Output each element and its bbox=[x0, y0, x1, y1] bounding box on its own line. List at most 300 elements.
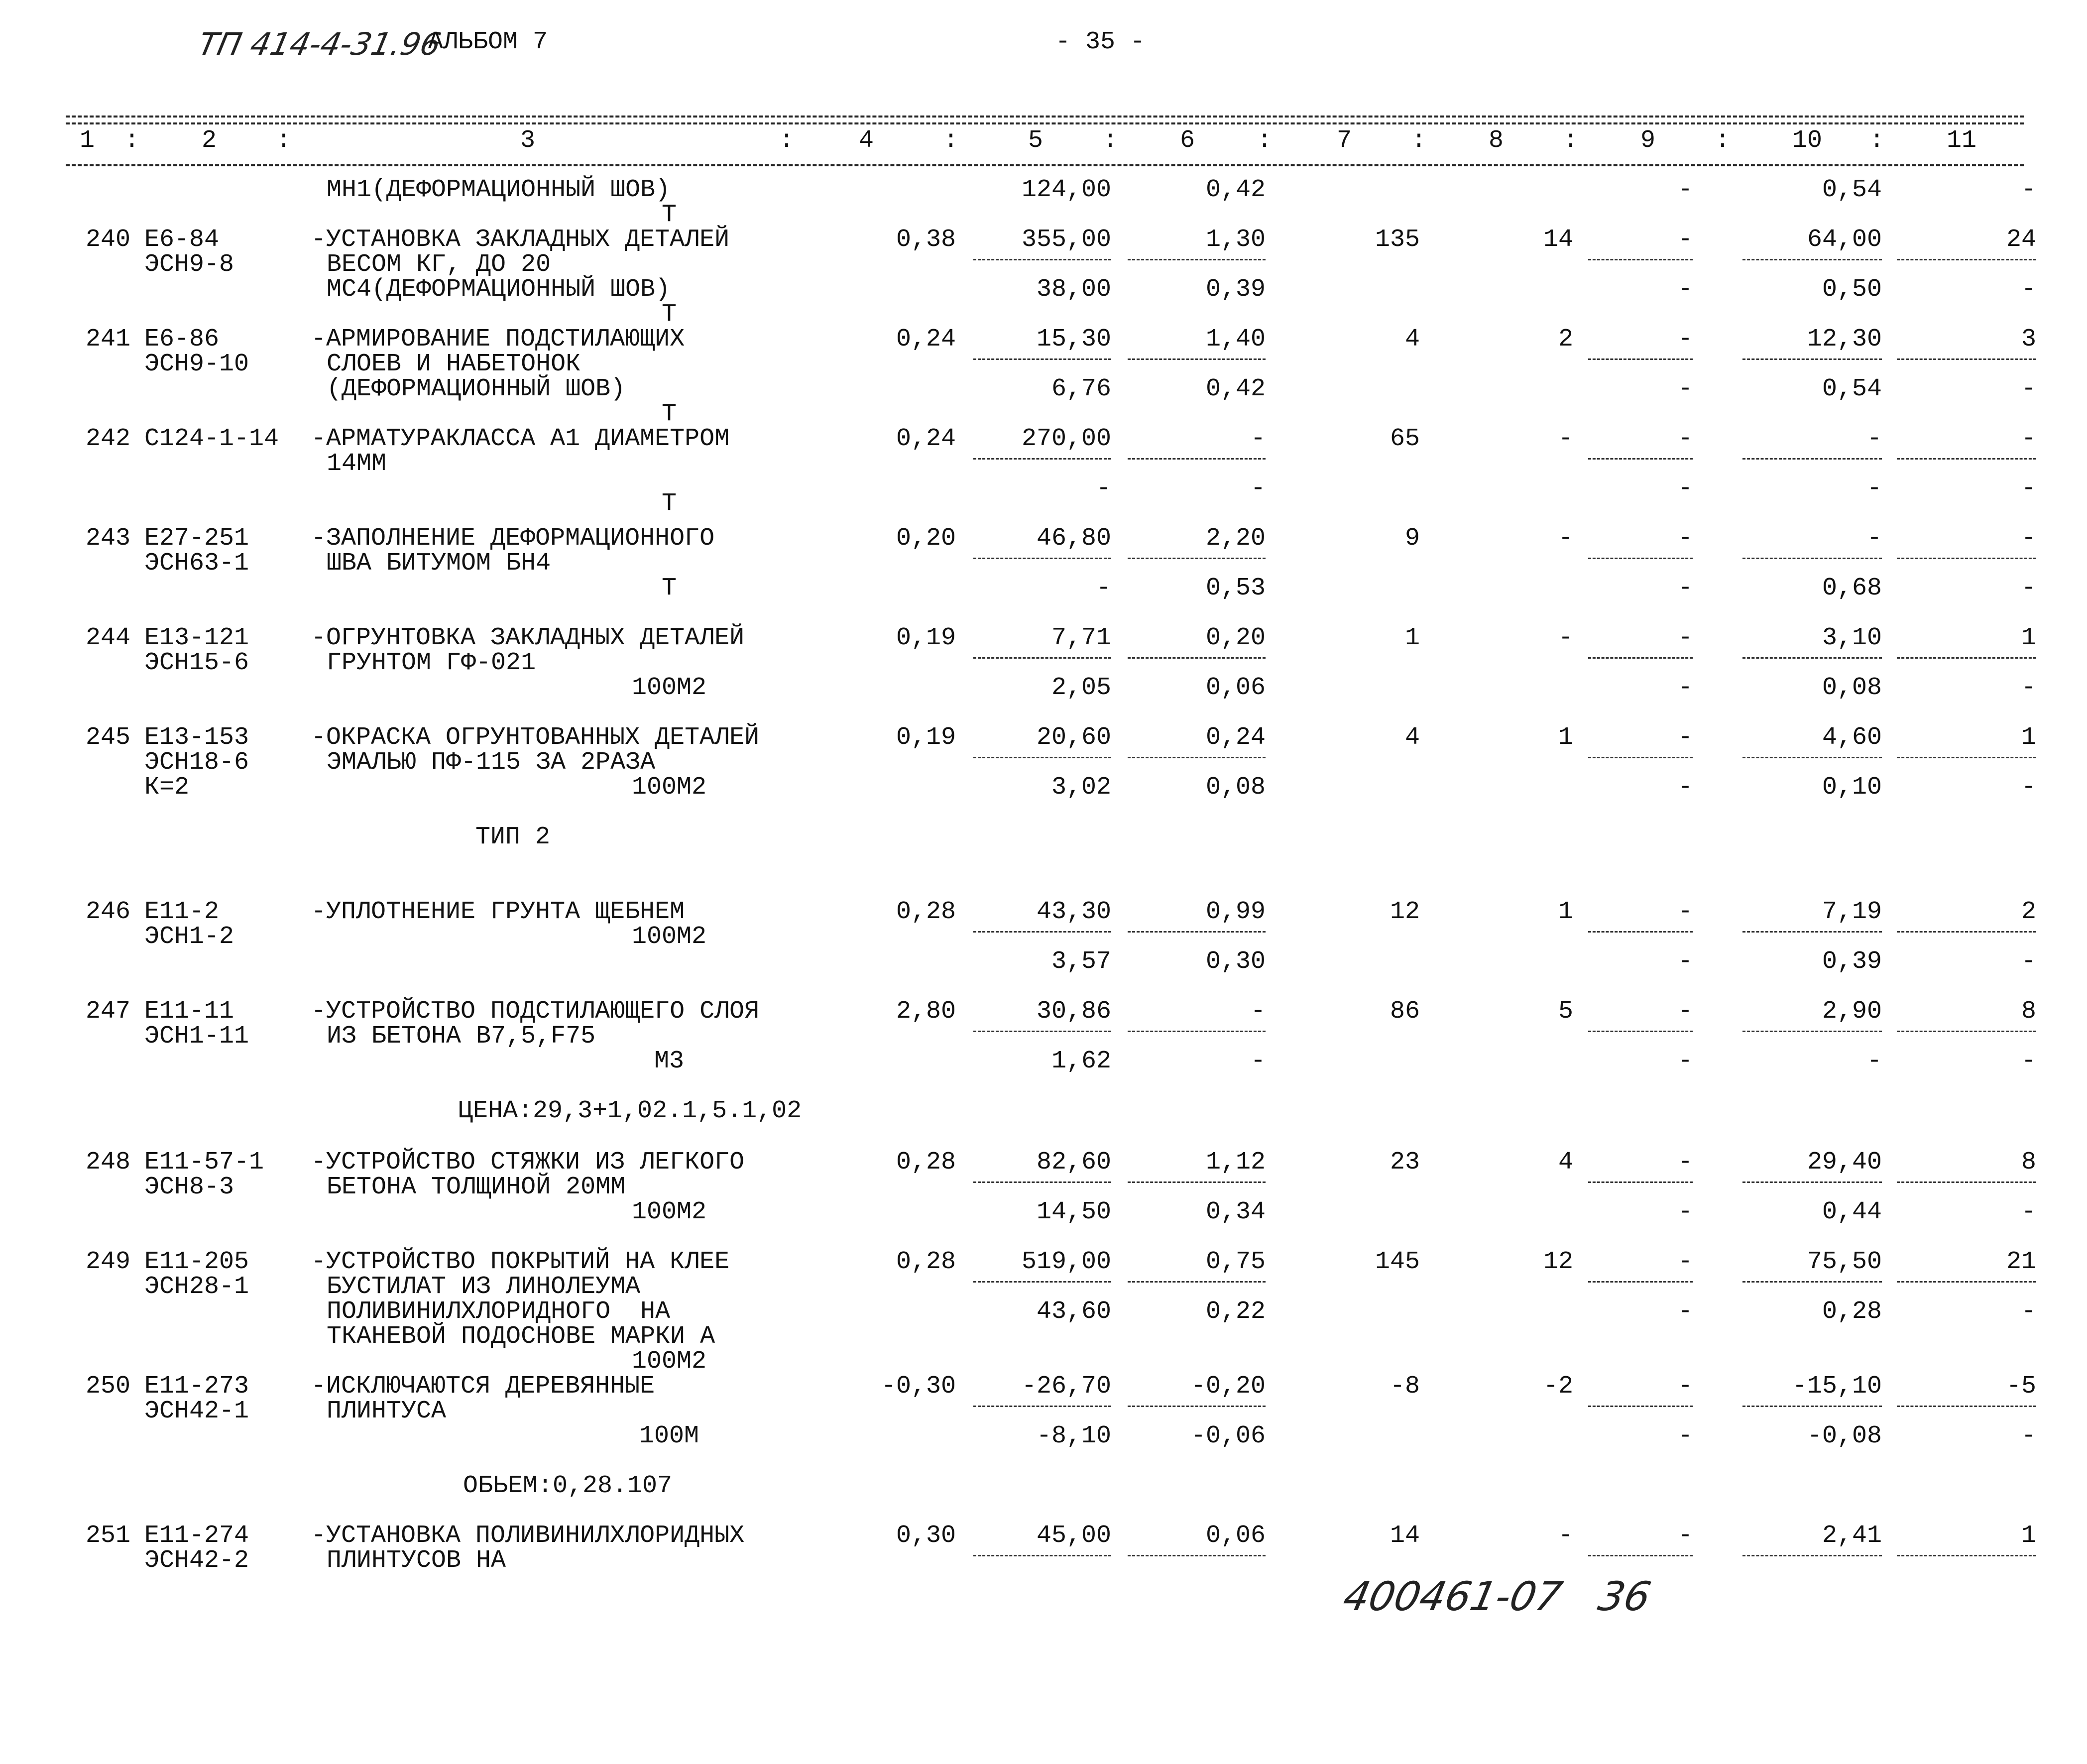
row-subrule bbox=[1128, 657, 1266, 659]
row-col4: 0,20 bbox=[896, 524, 956, 553]
row-description: -ОГРУНТОВКА ЗАКЛАДНЫХ ДЕТАЛЕЙ bbox=[311, 624, 745, 652]
row-c11-bottom: - bbox=[2021, 947, 2036, 976]
row-code: ЭСН18-6 bbox=[144, 748, 249, 777]
row-subrule bbox=[973, 657, 1111, 659]
column-header-10: 10 bbox=[1792, 126, 1822, 155]
row-description: ЭМАЛЬЮ ПФ-115 ЗА 2РАЗА bbox=[327, 748, 656, 777]
row-description: МС4(ДЕФОРМАЦИОННЫЙ ШОВ) bbox=[327, 275, 671, 304]
row-c10-top: 4,60 bbox=[1822, 723, 1882, 752]
row-c9-top: - bbox=[1677, 1372, 1693, 1401]
row-code: Е13-121 bbox=[144, 624, 249, 652]
row-c11-bottom: - bbox=[2021, 176, 2036, 204]
row-c9-top: - bbox=[1677, 624, 1693, 652]
row-description: ИЗ БЕТОНА В7,5,F75 bbox=[327, 1022, 596, 1051]
row-c11-top: 1 bbox=[2021, 624, 2036, 652]
column-separator: : bbox=[1563, 126, 1578, 155]
row-c10-top: 2,41 bbox=[1822, 1522, 1882, 1550]
row-c11-bottom: - bbox=[2021, 574, 2036, 602]
row-col8: - bbox=[1558, 1522, 1573, 1550]
row-code: ЭСН15-6 bbox=[144, 649, 249, 677]
row-col4: 2,80 bbox=[896, 997, 956, 1026]
row-c11-bottom: - bbox=[2021, 773, 2036, 802]
row-c5-top: 30,86 bbox=[1036, 997, 1111, 1026]
row-description: -УСТАНОВКА ПОЛИВИНИЛХЛОРИДНЫХ bbox=[311, 1522, 745, 1550]
column-header-6: 6 bbox=[1179, 126, 1195, 155]
row-subrule bbox=[1897, 657, 2036, 659]
column-header-3: 3 bbox=[520, 126, 535, 155]
row-code: Е13-153 bbox=[144, 723, 249, 752]
row-subrule bbox=[973, 1406, 1111, 1407]
row-subrule bbox=[1128, 757, 1266, 758]
row-subrule bbox=[1742, 657, 1882, 659]
row-c9-top: - bbox=[1677, 898, 1693, 926]
column-header-11: 11 bbox=[1946, 126, 1976, 155]
row-c9-bottom: - bbox=[1677, 176, 1693, 204]
row-unit: М3 bbox=[654, 1047, 684, 1075]
row-subrule bbox=[1588, 1406, 1693, 1407]
row-subrule bbox=[1128, 931, 1266, 933]
row-c6-bottom: 0,30 bbox=[1205, 947, 1266, 976]
row-col8: - bbox=[1558, 524, 1573, 553]
row-number: 251 bbox=[85, 1522, 130, 1550]
row-c9-bottom: - bbox=[1677, 1047, 1693, 1075]
row-description: -ИСКЛЮЧАЮТСЯ ДЕРЕВЯННЫЕ bbox=[311, 1372, 655, 1401]
row-c5-top: 43,30 bbox=[1036, 898, 1111, 926]
row-c6-top: - bbox=[1250, 997, 1266, 1026]
row-c9-bottom: - bbox=[1677, 574, 1693, 602]
row-subrule bbox=[1128, 1281, 1266, 1283]
row-code: ЭСН9-10 bbox=[144, 350, 249, 378]
row-description: ПЛИНТУСА bbox=[327, 1397, 447, 1425]
row-col8: 1 bbox=[1558, 898, 1573, 926]
row-code: Е11-205 bbox=[144, 1248, 249, 1276]
row-c10-bottom: 0,28 bbox=[1822, 1297, 1882, 1326]
note-volume: ОБЬЕМ:0,28.107 bbox=[463, 1472, 673, 1500]
row-c6-top: - bbox=[1250, 425, 1266, 453]
row-col4: 0,38 bbox=[896, 226, 956, 254]
row-col4: 0,19 bbox=[896, 624, 956, 652]
row-subrule bbox=[1897, 358, 2036, 360]
row-subrule bbox=[973, 358, 1111, 360]
row-number: 247 bbox=[85, 997, 130, 1026]
row-c5-top: 519,00 bbox=[1021, 1248, 1111, 1276]
row-c10-top: 12,30 bbox=[1807, 325, 1882, 353]
column-header-8: 8 bbox=[1488, 126, 1504, 155]
row-c9-bottom: - bbox=[1677, 1198, 1693, 1226]
row-c9-bottom: - bbox=[1677, 1297, 1693, 1326]
row-description: -УСТРОЙСТВО ПОДСТИЛАЮЩЕГО СЛОЯ bbox=[311, 997, 760, 1026]
doc-code: ТП 414-4-31.96 bbox=[195, 26, 444, 62]
row-col8: 12 bbox=[1543, 1248, 1573, 1276]
row-c5-bottom: 3,57 bbox=[1051, 947, 1111, 976]
row-subrule bbox=[973, 259, 1111, 260]
row-c10-bottom: - bbox=[1866, 474, 1882, 503]
row-description: БЕТОНА ТОЛЩИНОЙ 20ММ bbox=[327, 1173, 626, 1201]
row-c5-top: -26,70 bbox=[1021, 1372, 1111, 1401]
row-subrule bbox=[1897, 1406, 2036, 1407]
row-c10-top: - bbox=[1866, 524, 1882, 553]
row-col8: 4 bbox=[1558, 1148, 1573, 1176]
row-subrule bbox=[1128, 1555, 1266, 1556]
row-description: СЛОЕВ И НАБЕТОНОК bbox=[327, 350, 581, 378]
row-c5-bottom: 3,02 bbox=[1051, 773, 1111, 802]
row-c11-top: 2 bbox=[2021, 898, 2036, 926]
column-separator: : bbox=[1411, 126, 1426, 155]
row-subrule bbox=[973, 458, 1111, 460]
row-c9-bottom: - bbox=[1677, 375, 1693, 403]
row-description: ГРУНТОМ ГФ-021 bbox=[327, 649, 536, 677]
row-c11-bottom: - bbox=[2021, 275, 2036, 304]
row-c5-bottom: 14,50 bbox=[1036, 1198, 1111, 1226]
row-c6-top: 2,20 bbox=[1205, 524, 1266, 553]
row-c10-top: 64,00 bbox=[1807, 226, 1882, 254]
column-separator: : bbox=[1715, 126, 1730, 155]
row-subrule bbox=[1128, 1181, 1266, 1183]
row-col7: 4 bbox=[1404, 325, 1420, 353]
row-c10-top: 29,40 bbox=[1807, 1148, 1882, 1176]
row-description: -АРМИРОВАНИЕ ПОДСТИЛАЮЩИХ bbox=[311, 325, 685, 353]
row-c11-top: 1 bbox=[2021, 723, 2036, 752]
row-c5-top: 45,00 bbox=[1036, 1522, 1111, 1550]
row-c9-bottom: - bbox=[1677, 947, 1693, 976]
row-col4: 0,24 bbox=[896, 325, 956, 353]
row-subrule bbox=[1897, 757, 2036, 758]
row-subrule bbox=[1588, 458, 1693, 460]
row-col4: 0,19 bbox=[896, 723, 956, 752]
column-header-5: 5 bbox=[1028, 126, 1043, 155]
row-c10-bottom: -0,08 bbox=[1807, 1422, 1882, 1450]
column-separator: : bbox=[943, 126, 958, 155]
row-subrule bbox=[1897, 1181, 2036, 1183]
column-header-7: 7 bbox=[1336, 126, 1352, 155]
row-c6-bottom: 0,06 bbox=[1205, 674, 1266, 702]
row-col4: -0,30 bbox=[881, 1372, 956, 1401]
row-c6-top: 0,24 bbox=[1205, 723, 1266, 752]
row-subrule bbox=[1897, 1281, 2036, 1283]
row-col8: 5 bbox=[1558, 997, 1573, 1026]
row-c10-top: 75,50 bbox=[1807, 1248, 1882, 1276]
row-subrule bbox=[1128, 558, 1266, 559]
row-unit: 100М bbox=[639, 1422, 699, 1450]
column-separator: : bbox=[1869, 126, 1884, 155]
note-type2: ТИП 2 bbox=[475, 823, 551, 851]
row-code: ЭСН9-8 bbox=[144, 250, 234, 279]
row-subrule bbox=[1588, 1555, 1693, 1556]
row-unit: 100М2 bbox=[631, 1198, 707, 1226]
row-subrule bbox=[1742, 1031, 1882, 1032]
row-c10-bottom: 0,44 bbox=[1822, 1198, 1882, 1226]
row-c9-top: - bbox=[1677, 997, 1693, 1026]
row-subrule bbox=[1742, 1281, 1882, 1283]
row-code: ЭСН42-1 bbox=[144, 1397, 249, 1425]
row-c6-top: 0,06 bbox=[1205, 1522, 1266, 1550]
row-c6-top: 0,75 bbox=[1205, 1248, 1266, 1276]
row-description: МН1(ДЕФОРМАЦИОННЫЙ ШОВ) bbox=[327, 176, 671, 204]
row-code: ЭСН1-11 bbox=[144, 1022, 249, 1051]
row-description: -УСТАНОВКА ЗАКЛАДНЫХ ДЕТАЛЕЙ bbox=[311, 226, 730, 254]
row-unit: 100М2 bbox=[631, 773, 707, 802]
row-c9-bottom: - bbox=[1677, 1422, 1693, 1450]
row-c6-bottom: 0,39 bbox=[1205, 275, 1266, 304]
row-subrule bbox=[1742, 1406, 1882, 1407]
row-subrule bbox=[973, 757, 1111, 758]
row-c11-bottom: - bbox=[2021, 375, 2036, 403]
row-code: ЭСН8-3 bbox=[144, 1173, 234, 1201]
row-subrule bbox=[1128, 1406, 1266, 1407]
row-c11-top: 21 bbox=[2006, 1248, 2036, 1276]
row-unit: Т bbox=[661, 400, 677, 428]
row-c5-bottom: -8,10 bbox=[1036, 1422, 1111, 1450]
column-header-1: 1 bbox=[79, 126, 95, 155]
row-col8: 14 bbox=[1543, 226, 1573, 254]
row-col7: 9 bbox=[1404, 524, 1420, 553]
row-description: БУСТИЛАТ ИЗ ЛИНОЛЕУМА bbox=[327, 1273, 641, 1301]
note-price: ЦЕНА:29,3+1,02.1,5.1,02 bbox=[458, 1097, 802, 1125]
row-code: К=2 bbox=[144, 773, 190, 802]
row-col8: 1 bbox=[1558, 723, 1573, 752]
row-subrule bbox=[973, 1031, 1111, 1032]
row-unit: Т bbox=[661, 489, 677, 518]
column-header-2: 2 bbox=[201, 126, 217, 155]
row-c5-top: 355,00 bbox=[1021, 226, 1111, 254]
row-c6-top: 0,20 bbox=[1205, 624, 1266, 652]
row-subrule bbox=[1128, 458, 1266, 460]
row-col8: - bbox=[1558, 624, 1573, 652]
row-c5-bottom: - bbox=[1096, 474, 1111, 503]
row-subrule bbox=[1128, 1031, 1266, 1032]
row-c10-bottom: 0,54 bbox=[1822, 176, 1882, 204]
row-number: 249 bbox=[85, 1248, 130, 1276]
row-subrule bbox=[1588, 1031, 1693, 1032]
row-unit: 100М2 bbox=[631, 923, 707, 951]
row-subrule bbox=[1742, 1555, 1882, 1556]
row-c5-top: 20,60 bbox=[1036, 723, 1111, 752]
row-subrule bbox=[973, 1181, 1111, 1183]
row-c11-bottom: - bbox=[2021, 1297, 2036, 1326]
row-c9-top: - bbox=[1677, 1248, 1693, 1276]
row-subrule bbox=[1588, 558, 1693, 559]
row-unit: Т bbox=[661, 201, 677, 229]
row-c9-top: - bbox=[1677, 226, 1693, 254]
row-number: 240 bbox=[85, 226, 130, 254]
row-col7: 4 bbox=[1404, 723, 1420, 752]
row-c5-bottom: 2,05 bbox=[1051, 674, 1111, 702]
row-c10-top: -15,10 bbox=[1792, 1372, 1882, 1401]
row-col4: 0,28 bbox=[896, 1148, 956, 1176]
row-col7: 145 bbox=[1375, 1248, 1420, 1276]
row-c11-bottom: - bbox=[2021, 1198, 2036, 1226]
row-c5-top: 270,00 bbox=[1021, 425, 1111, 453]
row-number: 242 bbox=[85, 425, 130, 453]
row-c10-top: 3,10 bbox=[1822, 624, 1882, 652]
header-rule-top-2 bbox=[66, 122, 2024, 124]
row-code: Е11-11 bbox=[144, 997, 234, 1026]
row-subrule bbox=[1742, 1181, 1882, 1183]
row-unit: 100М2 bbox=[631, 1347, 707, 1376]
row-c6-top: -0,20 bbox=[1190, 1372, 1266, 1401]
row-c9-top: - bbox=[1677, 723, 1693, 752]
row-c11-top: 1 bbox=[2021, 1522, 2036, 1550]
row-description: ТКАНЕВОЙ ПОДОСНОВЕ МАРКИ А bbox=[327, 1322, 715, 1351]
row-c10-top: 2,90 bbox=[1822, 997, 1882, 1026]
row-c5-top: 15,30 bbox=[1036, 325, 1111, 353]
row-c6-bottom: 0,53 bbox=[1205, 574, 1266, 602]
row-code: Е27-251 bbox=[144, 524, 249, 553]
row-subrule bbox=[1742, 358, 1882, 360]
row-subrule bbox=[973, 1555, 1111, 1556]
row-c6-bottom: 0,08 bbox=[1205, 773, 1266, 802]
row-description: ШВА БИТУМОМ БН4 bbox=[327, 549, 551, 578]
row-col4: 0,24 bbox=[896, 425, 956, 453]
row-code: ЭСН42-2 bbox=[144, 1546, 249, 1575]
row-c6-bottom: 0,42 bbox=[1205, 176, 1266, 204]
row-c6-bottom: 0,42 bbox=[1205, 375, 1266, 403]
row-code: ЭСН1-2 bbox=[144, 923, 234, 951]
row-col7: 12 bbox=[1390, 898, 1420, 926]
row-code: Е6-86 bbox=[144, 325, 220, 353]
row-c9-top: - bbox=[1677, 425, 1693, 453]
row-col7: 86 bbox=[1390, 997, 1420, 1026]
row-c11-bottom: - bbox=[2021, 1422, 2036, 1450]
row-c11-top: -5 bbox=[2006, 1372, 2036, 1401]
row-subrule bbox=[973, 1281, 1111, 1283]
row-unit: Т bbox=[661, 300, 677, 329]
header-rule-bottom bbox=[66, 164, 2024, 166]
row-c6-bottom: 0,22 bbox=[1205, 1297, 1266, 1326]
row-c11-top: 8 bbox=[2021, 997, 2036, 1026]
column-header-4: 4 bbox=[858, 126, 874, 155]
row-unit: 100М2 bbox=[631, 674, 707, 702]
column-separator: : bbox=[276, 126, 291, 155]
row-description: ПОЛИВИНИЛХЛОРИДНОГО НА bbox=[327, 1297, 671, 1326]
row-description: -ОКРАСКА ОГРУНТОВАННЫХ ДЕТАЛЕЙ bbox=[311, 723, 760, 752]
row-description: -УСТРОЙСТВО СТЯЖКИ ИЗ ЛЕГКОГО bbox=[311, 1148, 745, 1176]
row-c11-top: - bbox=[2021, 524, 2036, 553]
row-c11-top: 24 bbox=[2006, 226, 2036, 254]
row-subrule bbox=[1128, 259, 1266, 260]
row-number: 246 bbox=[85, 898, 130, 926]
row-c5-bottom: - bbox=[1096, 574, 1111, 602]
row-c10-bottom: 0,50 bbox=[1822, 275, 1882, 304]
row-c6-top: 1,12 bbox=[1205, 1148, 1266, 1176]
row-subrule bbox=[1128, 358, 1266, 360]
row-c5-bottom: 43,60 bbox=[1036, 1297, 1111, 1326]
row-col8: -2 bbox=[1543, 1372, 1573, 1401]
row-c6-bottom: - bbox=[1250, 1047, 1266, 1075]
row-subrule bbox=[1742, 458, 1882, 460]
row-c10-bottom: 0,39 bbox=[1822, 947, 1882, 976]
row-c11-top: 8 bbox=[2021, 1148, 2036, 1176]
row-subrule bbox=[1742, 558, 1882, 559]
page-number: - 35 - bbox=[1055, 28, 1146, 56]
row-col7: 14 bbox=[1390, 1522, 1420, 1550]
column-separator: : bbox=[1257, 126, 1272, 155]
row-col7: 1 bbox=[1404, 624, 1420, 652]
row-code: Е11-273 bbox=[144, 1372, 249, 1401]
row-subrule bbox=[1742, 757, 1882, 758]
row-c9-bottom: - bbox=[1677, 674, 1693, 702]
row-c10-bottom: 0,54 bbox=[1822, 375, 1882, 403]
row-col8: - bbox=[1558, 425, 1573, 453]
row-code: Е11-2 bbox=[144, 898, 220, 926]
row-subrule bbox=[973, 558, 1111, 559]
row-subrule bbox=[1897, 1555, 2036, 1556]
row-subrule bbox=[1897, 931, 2036, 933]
column-header-9: 9 bbox=[1640, 126, 1655, 155]
row-c6-top: 1,40 bbox=[1205, 325, 1266, 353]
column-separator: : bbox=[1102, 126, 1118, 155]
row-c9-top: - bbox=[1677, 1522, 1693, 1550]
album-label: АЛЬБОМ 7 bbox=[428, 28, 548, 56]
row-c5-bottom: 6,76 bbox=[1051, 375, 1111, 403]
row-col4: 0,28 bbox=[896, 1248, 956, 1276]
row-c9-top: - bbox=[1677, 524, 1693, 553]
column-separator: : bbox=[124, 126, 139, 155]
row-description: 14ММ bbox=[327, 450, 387, 478]
row-description: ПЛИНТУСОВ НА bbox=[327, 1546, 506, 1575]
row-subrule bbox=[1588, 1181, 1693, 1183]
row-description: -УСТРОЙСТВО ПОКРЫТИЙ НА КЛЕЕ bbox=[311, 1248, 730, 1276]
row-description: (ДЕФОРМАЦИОННЫЙ ШОВ) bbox=[327, 375, 626, 403]
row-c9-top: - bbox=[1677, 1148, 1693, 1176]
row-c6-bottom: -0,06 bbox=[1190, 1422, 1266, 1450]
row-c11-top: - bbox=[2021, 425, 2036, 453]
column-separator: : bbox=[779, 126, 794, 155]
row-c10-top: 7,19 bbox=[1822, 898, 1882, 926]
row-code: Е11-57-1 bbox=[144, 1148, 264, 1176]
row-c11-top: 3 bbox=[2021, 325, 2036, 353]
row-number: 243 bbox=[85, 524, 130, 553]
row-code: Е11-274 bbox=[144, 1522, 249, 1550]
row-col4: 0,30 bbox=[896, 1522, 956, 1550]
row-subrule bbox=[1742, 259, 1882, 260]
row-subrule bbox=[1588, 259, 1693, 260]
row-c10-top: - bbox=[1866, 425, 1882, 453]
row-subrule bbox=[973, 931, 1111, 933]
row-code: ЭСН63-1 bbox=[144, 549, 249, 578]
row-subrule bbox=[1897, 558, 2036, 559]
row-c11-bottom: - bbox=[2021, 674, 2036, 702]
row-subrule bbox=[1588, 358, 1693, 360]
row-number: 244 bbox=[85, 624, 130, 652]
row-c5-top: 82,60 bbox=[1036, 1148, 1111, 1176]
row-c5-bottom: 1,62 bbox=[1051, 1047, 1111, 1075]
row-c9-bottom: - bbox=[1677, 275, 1693, 304]
row-col4: 0,28 bbox=[896, 898, 956, 926]
row-col7: -8 bbox=[1390, 1372, 1420, 1401]
row-col7: 65 bbox=[1390, 425, 1420, 453]
row-subrule bbox=[1588, 757, 1693, 758]
row-number: 241 bbox=[85, 325, 130, 353]
row-code: Е6-84 bbox=[144, 226, 220, 254]
row-number: 248 bbox=[85, 1148, 130, 1176]
row-c6-bottom: - bbox=[1250, 474, 1266, 503]
row-c9-bottom: - bbox=[1677, 773, 1693, 802]
row-subrule bbox=[1588, 931, 1693, 933]
row-c9-top: - bbox=[1677, 325, 1693, 353]
row-subrule bbox=[1742, 931, 1882, 933]
row-c11-bottom: - bbox=[2021, 474, 2036, 503]
row-c10-bottom: 0,10 bbox=[1822, 773, 1882, 802]
row-description: -АРМАТУРАКЛАССА А1 ДИАМЕТРОМ bbox=[311, 425, 730, 453]
row-subrule bbox=[1897, 458, 2036, 460]
row-col7: 23 bbox=[1390, 1148, 1420, 1176]
row-number: 250 bbox=[85, 1372, 130, 1401]
row-c6-bottom: 0,34 bbox=[1205, 1198, 1266, 1226]
row-description: -УПЛОТНЕНИЕ ГРУНТА ЩЕБНЕМ bbox=[311, 898, 685, 926]
row-unit: Т bbox=[661, 574, 677, 602]
row-c6-top: 0,99 bbox=[1205, 898, 1266, 926]
